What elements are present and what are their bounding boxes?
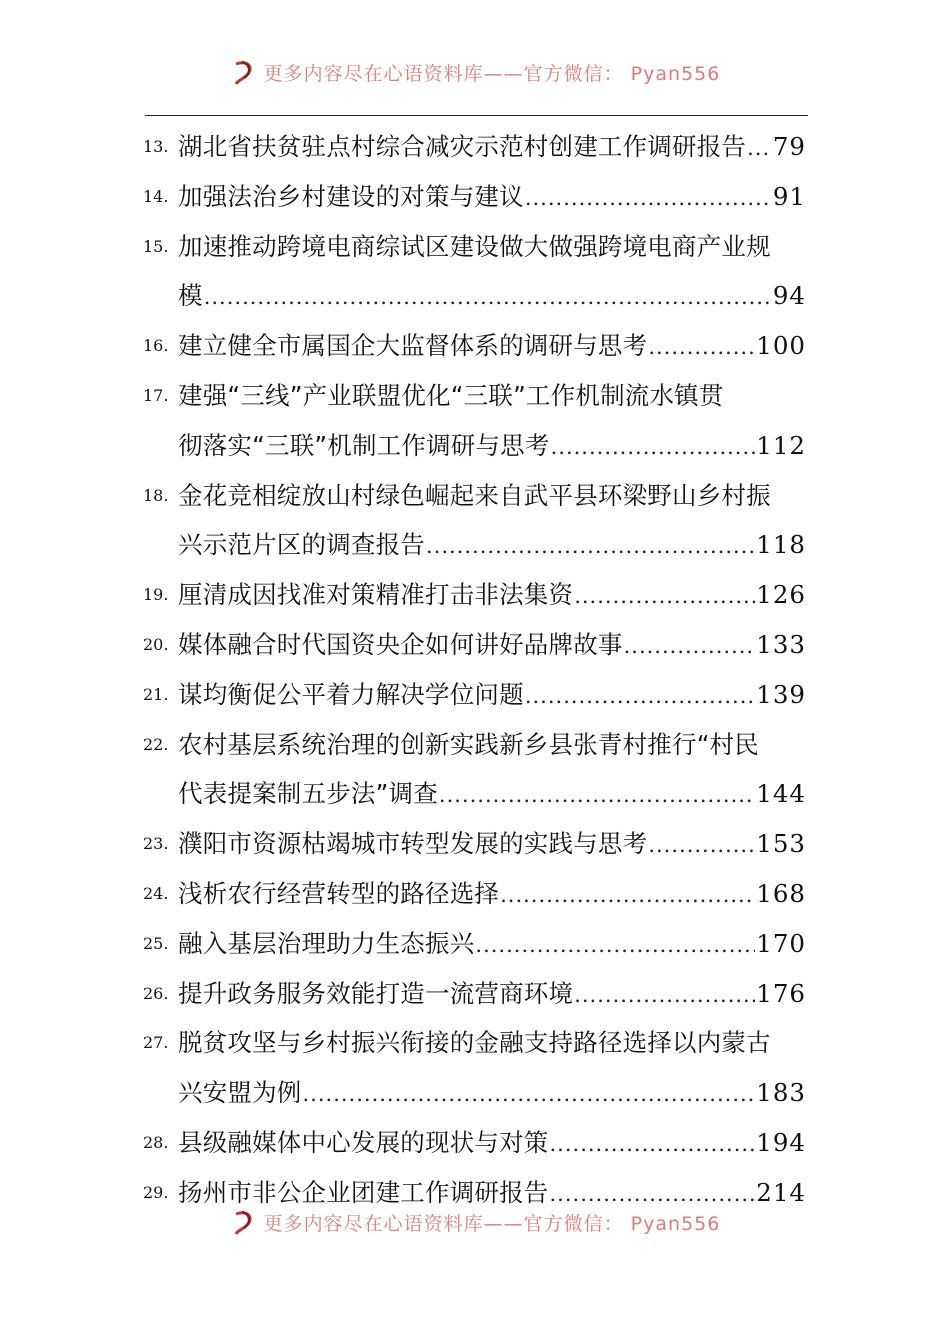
toc-page-number: 139 <box>756 679 806 709</box>
dot-leader <box>500 871 755 921</box>
toc-entry-line <box>0 271 950 321</box>
toc-entry-title: 脱贫攻坚与乡村振兴衔接的金融支持路径选择以内蒙古 <box>178 1028 771 1058</box>
toc-entry-number: 28. <box>143 1132 169 1152</box>
toc-page-number: 194 <box>756 1127 806 1157</box>
toc-entry-title-with-page <box>178 919 806 971</box>
toc-entry-number: 19. <box>143 585 169 605</box>
toc-page-number: 170 <box>756 928 806 958</box>
toc-entry-number: 23. <box>143 834 169 854</box>
toc-entry-number: 29. <box>143 1182 169 1202</box>
toc-entry-title: 浅析农行经营转型的路径选择 <box>178 878 500 908</box>
watermark-logo-icon <box>230 58 258 86</box>
toc-entry-line <box>0 620 950 670</box>
toc-page-number: 126 <box>756 580 806 610</box>
toc-entry-line <box>0 1068 950 1118</box>
dot-leader <box>439 771 755 821</box>
dot-leader <box>648 323 755 373</box>
toc-entry-line <box>0 321 950 371</box>
toc-entry-line <box>0 969 950 1019</box>
dot-leader <box>574 971 755 1021</box>
toc-entry-title: 代表提案制五步法”调查 <box>178 779 438 809</box>
toc-page-number: 112 <box>756 430 806 460</box>
toc-entry-title-with-page <box>178 969 806 1021</box>
toc-page-number: 214 <box>756 1177 806 1207</box>
toc-entry-title: 谋均衡促公平着力解决学位问题 <box>178 679 524 709</box>
toc-entry-title-with-page <box>178 570 806 622</box>
toc-entry-number: 18. <box>143 485 169 505</box>
header-rule <box>145 115 808 116</box>
toc-entry-title-with-page <box>178 172 806 224</box>
toc-entry-title: 县级融媒体中心发展的现状与对策 <box>178 1127 549 1157</box>
toc-entry-title-with-page <box>178 520 806 572</box>
toc-entry-number: 27. <box>143 1033 169 1053</box>
toc-entry-title-with-page <box>178 1118 806 1170</box>
toc-entry-line <box>0 172 950 222</box>
dot-leader <box>550 1120 756 1170</box>
toc-entry-title: 建立健全市属国企大监督体系的调研与思考 <box>178 331 648 361</box>
toc-entry-line <box>0 371 950 421</box>
toc-entry-number: 26. <box>143 983 169 1003</box>
toc-page-number: 133 <box>756 629 806 659</box>
toc-entry-title-with-page <box>178 421 806 473</box>
dot-leader <box>574 572 755 622</box>
dot-leader <box>551 423 756 473</box>
toc-entry-line <box>0 919 950 969</box>
toc-entry-title: 厘清成因找准对策精准打击非法集资 <box>178 580 574 610</box>
dot-leader <box>747 124 772 174</box>
toc-entry-title: 彻落实“三联”机制工作调研与思考 <box>178 430 550 460</box>
toc-entry-title: 扬州市非公企业团建工作调研报告 <box>178 1177 549 1207</box>
toc-entry-title: 建强“三线”产业联盟优化“三联”工作机制流水镇贯 <box>178 380 724 410</box>
toc-entry-line <box>0 769 950 819</box>
toc-page-number: 176 <box>756 978 806 1008</box>
toc-entry-title: 加强法治乡村建设的对策与建议 <box>178 181 524 211</box>
toc-entry-line <box>0 720 950 770</box>
dot-leader <box>426 522 755 572</box>
toc-entry-number: 15. <box>143 236 169 256</box>
toc-entry-line <box>0 1018 950 1068</box>
toc-entry-number: 20. <box>143 634 169 654</box>
watermark-logo-icon <box>230 1208 258 1236</box>
toc-page-number: 100 <box>756 331 806 361</box>
table-of-contents <box>0 122 950 1218</box>
toc-entry-title-with-page <box>178 321 806 373</box>
dot-leader <box>624 622 756 672</box>
toc-entry-number: 21. <box>143 684 169 704</box>
toc-entry-line <box>0 1118 950 1168</box>
toc-entry-title: 加速推动跨境电商综试区建设做大做强跨境电商产业规 <box>178 231 771 261</box>
toc-entry-title: 媒体融合时代国资央企如何讲好品牌故事 <box>178 629 623 659</box>
toc-entry-number: 13. <box>143 137 169 156</box>
toc-entry-number: 24. <box>143 883 169 903</box>
toc-page-number: 118 <box>756 530 806 560</box>
toc-entry-title: 融入基层治理助力生态振兴 <box>178 928 475 958</box>
toc-page-number: 91 <box>772 181 806 211</box>
toc-entry-title: 濮阳市资源枯竭城市转型发展的实践与思考 <box>178 829 648 859</box>
dot-leader <box>525 174 772 224</box>
footer-watermark <box>0 1202 950 1242</box>
toc-entry-line <box>0 869 950 919</box>
toc-entry-number: 14. <box>143 186 169 206</box>
dot-leader <box>525 672 755 722</box>
toc-entry-line <box>0 222 950 272</box>
toc-entry-number: 25. <box>143 933 169 953</box>
toc-entry-title: 农村基层系统治理的创新实践新乡县张青村推行“村民 <box>178 729 759 759</box>
toc-entry-line <box>0 670 950 720</box>
toc-entry-title: 模 <box>178 281 203 311</box>
watermark-text: 更多内容尽在心语资料库——官方微信： Pyan556 <box>263 62 721 85</box>
toc-page-number: 79 <box>772 132 806 161</box>
toc-entry-title: 兴示范片区的调查报告 <box>178 530 425 560</box>
toc-entry-title-with-page <box>178 271 806 323</box>
toc-page-number: 153 <box>756 829 806 859</box>
toc-entry-title-with-page <box>178 670 806 722</box>
toc-entry-title-with-page <box>178 769 806 821</box>
dot-leader <box>303 1070 756 1120</box>
toc-page-number: 168 <box>756 878 806 908</box>
toc-entry-line <box>0 570 950 620</box>
toc-entry-title: 湖北省扶贫驻点村综合减灾示范村创建工作调研报告 <box>178 132 747 161</box>
toc-entry-title: 提升政务服务效能打造一流营商环境 <box>178 978 574 1008</box>
dot-leader <box>475 921 755 971</box>
toc-entry-title-with-page <box>178 869 806 921</box>
toc-entry-title: 金花竞相绽放山村绿色崛起来自武平县环梁野山乡村振 <box>178 480 771 510</box>
toc-entry-title-with-page <box>178 1068 806 1120</box>
toc-page-number: 183 <box>756 1078 806 1108</box>
toc-entry-number: 16. <box>143 336 169 356</box>
toc-entry-number: 22. <box>143 734 169 754</box>
toc-entry-line <box>0 471 950 521</box>
toc-entry-line <box>0 819 950 869</box>
toc-entry-line <box>0 122 950 172</box>
toc-entry-title: 兴安盟为例 <box>178 1078 302 1108</box>
header-watermark <box>0 52 950 92</box>
toc-entry-number: 17. <box>143 385 169 405</box>
toc-entry-title-with-page <box>178 819 806 871</box>
dot-leader <box>648 821 755 871</box>
dot-leader <box>204 273 772 323</box>
toc-entry-title-with-page <box>178 122 806 174</box>
toc-entry-title-with-page <box>178 620 806 672</box>
toc-page-number: 144 <box>756 779 806 809</box>
watermark-text: 更多内容尽在心语资料库——官方微信： Pyan556 <box>263 1212 721 1235</box>
toc-entry-line <box>0 520 950 570</box>
toc-page-number: 94 <box>772 281 806 311</box>
toc-entry-line <box>0 421 950 471</box>
